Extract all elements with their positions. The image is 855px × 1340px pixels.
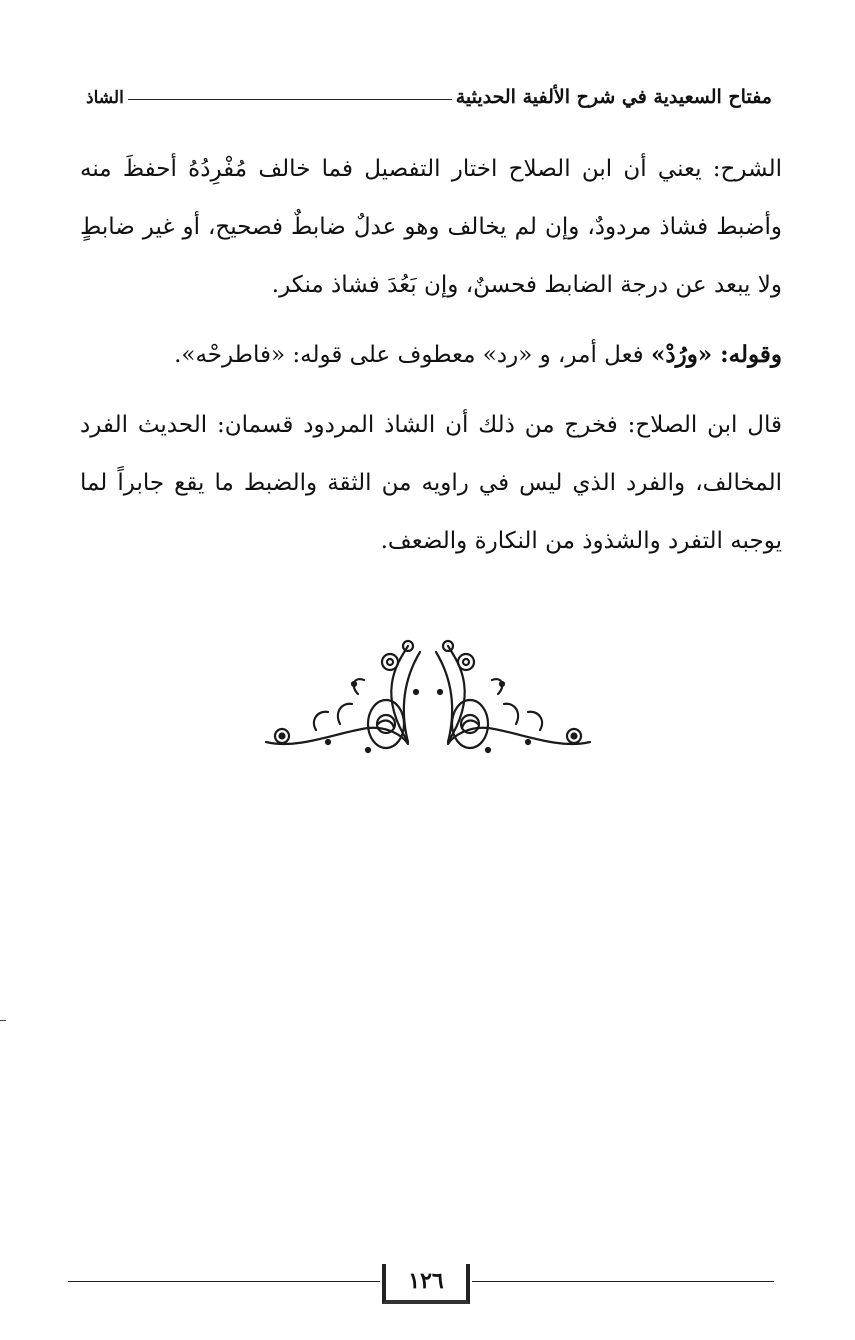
floral-ornament-icon [258,632,598,764]
running-header [86,76,772,110]
footer-rule-right [472,1281,774,1282]
page-body [80,140,782,570]
scan-edge-mark [0,1020,6,1021]
footer-rule-left [68,1281,380,1282]
commentary-text: الشرح: يعني أن ابن الصلاح اختار التفصيل فما خالف مُفْرِدُهُ أحفظَ منه وأضبط فشاذ مردودٌ، وإن لم يخالف وهو عدلٌ ضابطٌ فصحيح، أو غير ضابطٍ ولا يبعد عن درجة الضابط فحسنٌ، وإن بَعُدَ فشاذ منكر. [80,156,782,298]
paragraph-commentary [80,140,782,314]
ibn-salah-text: قال ابن الصلاح: فخرج من ذلك أن الشاذ المردود قسمان: الحديث الفرد المخالف، والفرد الذي ليس في راويه من الثقة والضبط ما يقع جابراً لما يوجبه التفرد والشذوذ من النكارة والضعف. [80,412,782,554]
header-rule [128,99,452,100]
chapter-title: الشاذ [86,88,124,108]
page-number: ١٢٦ [382,1264,470,1304]
paragraph-ibn-salah [80,396,782,570]
book-title: مفتاح السعيدية في شرح الألفية الحديثية [455,86,772,108]
quote-lead: وقوله: «ورُدْ» [650,341,782,368]
quote-text: فعل أمر، و «رد» معطوف على قوله: «فاطرحْه». [174,342,651,368]
paragraph-quote [80,326,782,384]
